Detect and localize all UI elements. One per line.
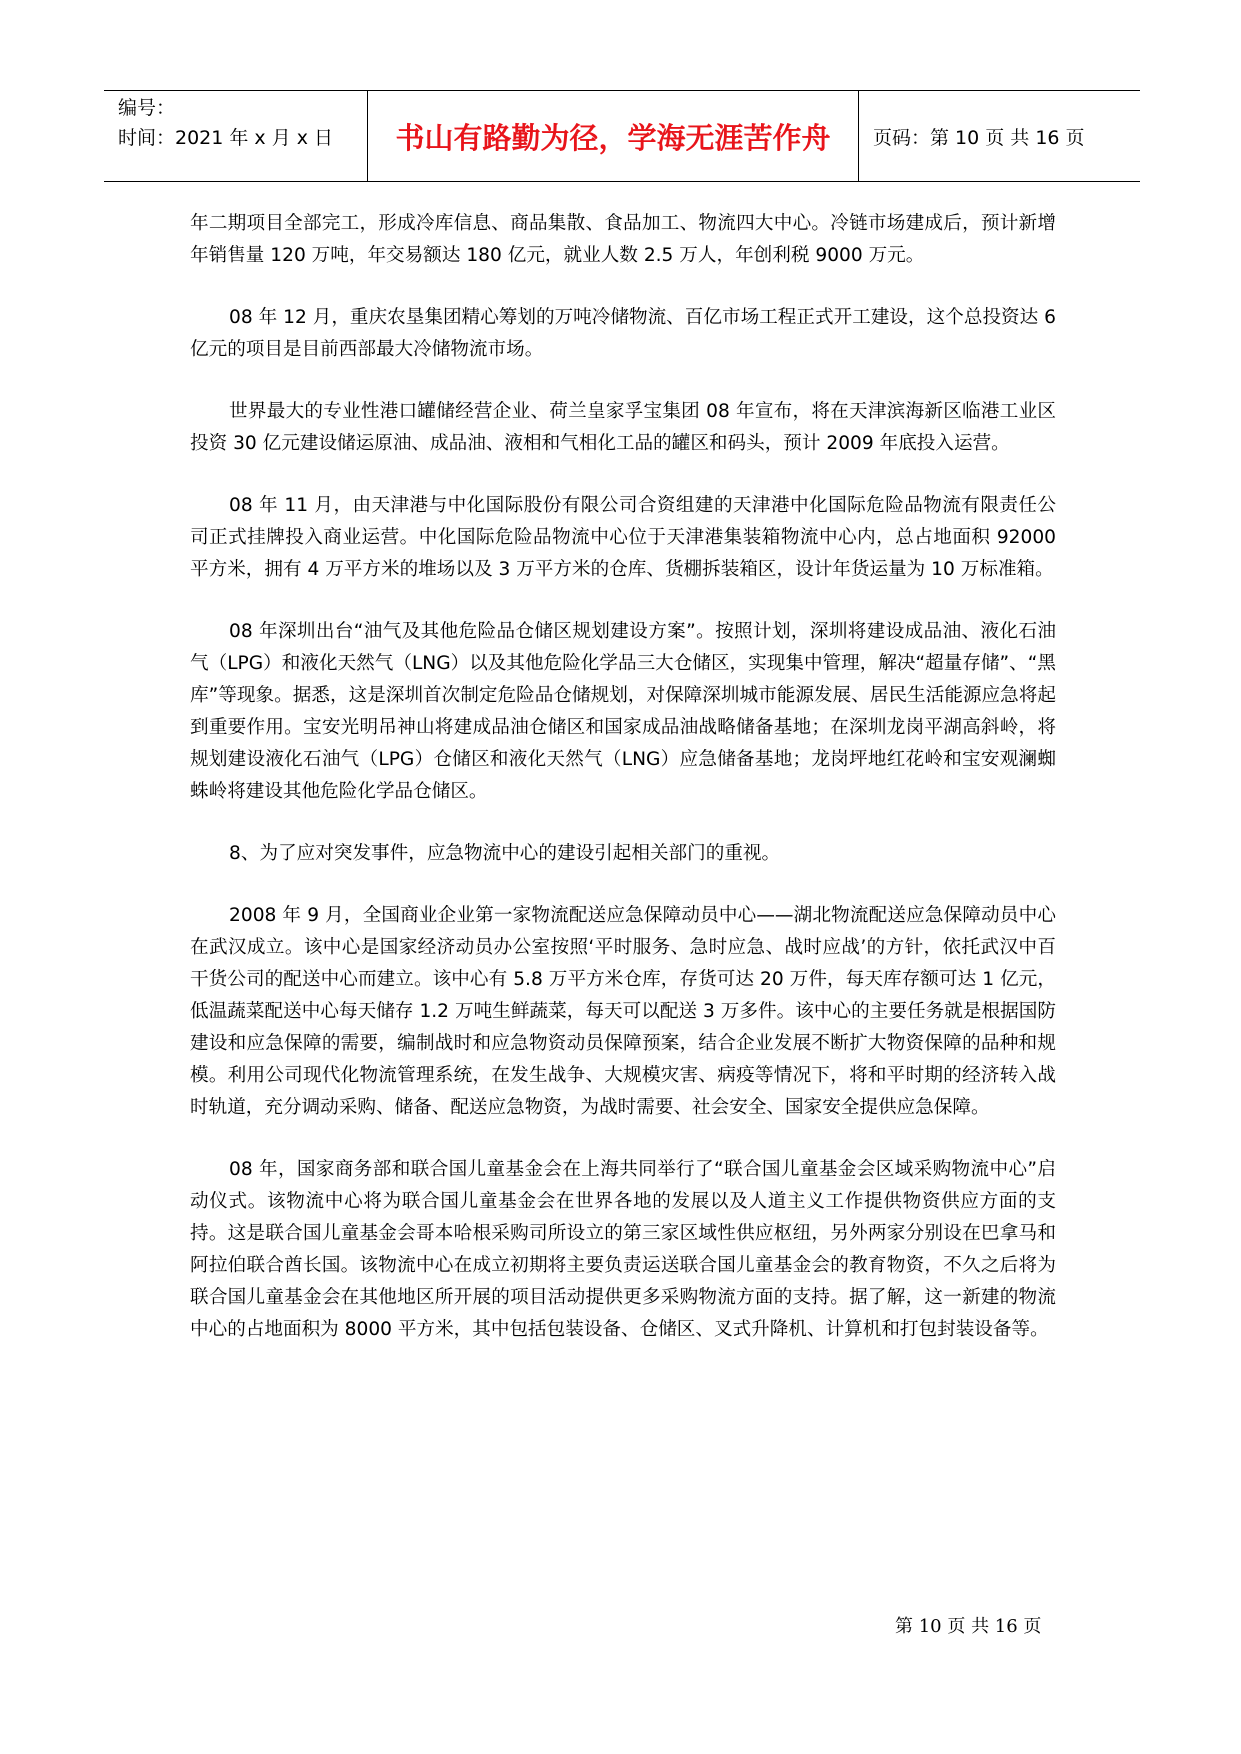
page-header [104,90,1140,182]
header-motto: 书山有路勤为径，学海无涯苦作舟 [367,91,859,181]
header-meta [104,91,367,181]
body-paragraph: 世界最大的专业性港口罐储经营企业、荷兰皇家孚宝集团 08 年宣布，将在天津滨海新区临港工业区投资 30 亿元建设储运原油、成品油、液相和气相化工品的罐区和码头，预计 2009 年底投入运营。 [190,401,1056,454]
body-paragraph: 08 年深圳出台“油气及其他危险品仓储区规划建设方案”。按照计划，深圳将建设成品油、液化石油气（LPG）和液化天然气（LNG）以及其他危险化学品三大仓储区，实现集中管理，解决“超量存储”、“黑库”等现象。据悉，这是深圳首次制定危险品仓储规划，对保障深圳城市能源发展、居民生活能源应急将起到重要作用。宝安光明吊神山将建成品油仓储区和国家成品油战略储备基地；在深圳龙岗平湖高斜岭，将规划建设液化石油气（LPG）仓储区和液化天然气（LNG）应急储备基地；龙岗坪地红花岭和宝安观澜蜘蛛岭将建设其他危险化学品仓储区。 [190,621,1056,802]
page-footer: 第 10 页 共 16 页 [895,1616,1042,1637]
body-paragraph: 8、为了应对突发事件，应急物流中心的建设引起相关部门的重视。 [229,843,781,864]
body-paragraph: 2008 年 9 月，全国商业企业第一家物流配送应急保障动员中心——湖北物流配送应急保障动员中心在武汉成立。该中心是国家经济动员办公室按照‘平时服务、急时应急、战时应战’的方针，依托武汉中百干货公司的配送中心而建立。该中心有 5.8 万平方米仓库，存货可达 20 万件，每天库存额可达 1 亿元，低温蔬菜配送中心每天储存 1.2 万吨生鲜蔬菜，每天可以配送 3 万多件。该中心的主要任务就是根据国防建设和应急保障的需要，编制战时和应急物资动员保障预案，结合企业发展不断扩大物资保障的品种和规模。利用公司现代化物流管理系统，在发生战争、大规模灾害、病疫等情况下，将和平时期的经济转入战时轨道，充分调动采购、储备、配送应急物资，为战时需要、社会安全、国家安全提供应急保障。 [190,905,1056,1118]
body-paragraph: 08 年 12 月，重庆农垦集团精心筹划的万吨冷储物流、百亿市场工程正式开工建设，这个总投资达 6 亿元的项目是目前西部最大冷储物流市场。 [190,307,1056,360]
header-page-number: 页码：第 10 页 共 16 页 [873,126,1085,149]
body-paragraph: 08 年，国家商务部和联合国儿童基金会在上海共同举行了“联合国儿童基金会区域采购物流中心”启动仪式。该物流中心将为联合国儿童基金会在世界各地的发展以及人道主义工作提供物资供应方面的支持。这是联合国儿童基金会哥本哈根采购司所设立的第三家区域性供应枢纽，另外两家分别设在巴拿马和阿拉伯联合酋长国。该物流中心在成立初期将主要负责运送联合国儿童基金会的教育物资，不久之后将为联合国儿童基金会在其他地区所开展的项目活动提供更多采购物流方面的支持。据了解，这一新建的物流中心的占地面积为 8000 平方米，其中包括包装设备、仓储区、叉式升降机、计算机和打包封装设备等。 [190,1159,1056,1340]
document-time-label: 时间：2021 年 x 月 x 日 [118,127,334,149]
body-paragraph: 08 年 11 月，由天津港与中化国际股份有限公司合资组建的天津港中化国际危险品物流有限责任公司正式挂牌投入商业运营。中化国际危险品物流中心位于天津港集装箱物流中心内，总占地面积 92000 平方米，拥有 4 万平方米的堆场以及 3 万平方米的仓库、货棚拆装箱区，设计年货运量为 10 万标准箱。 [190,495,1056,580]
document-number-label: 编号： [118,97,176,119]
body-paragraph: 年二期项目全部完工，形成冷库信息、商品集散、食品加工、物流四大中心。冷链市场建成后，预计新增年销售量 120 万吨，年交易额达 180 亿元，就业人数 2.5 万人，年创利税 9000 万元。 [190,213,1056,266]
document-body [190,208,1056,1376]
